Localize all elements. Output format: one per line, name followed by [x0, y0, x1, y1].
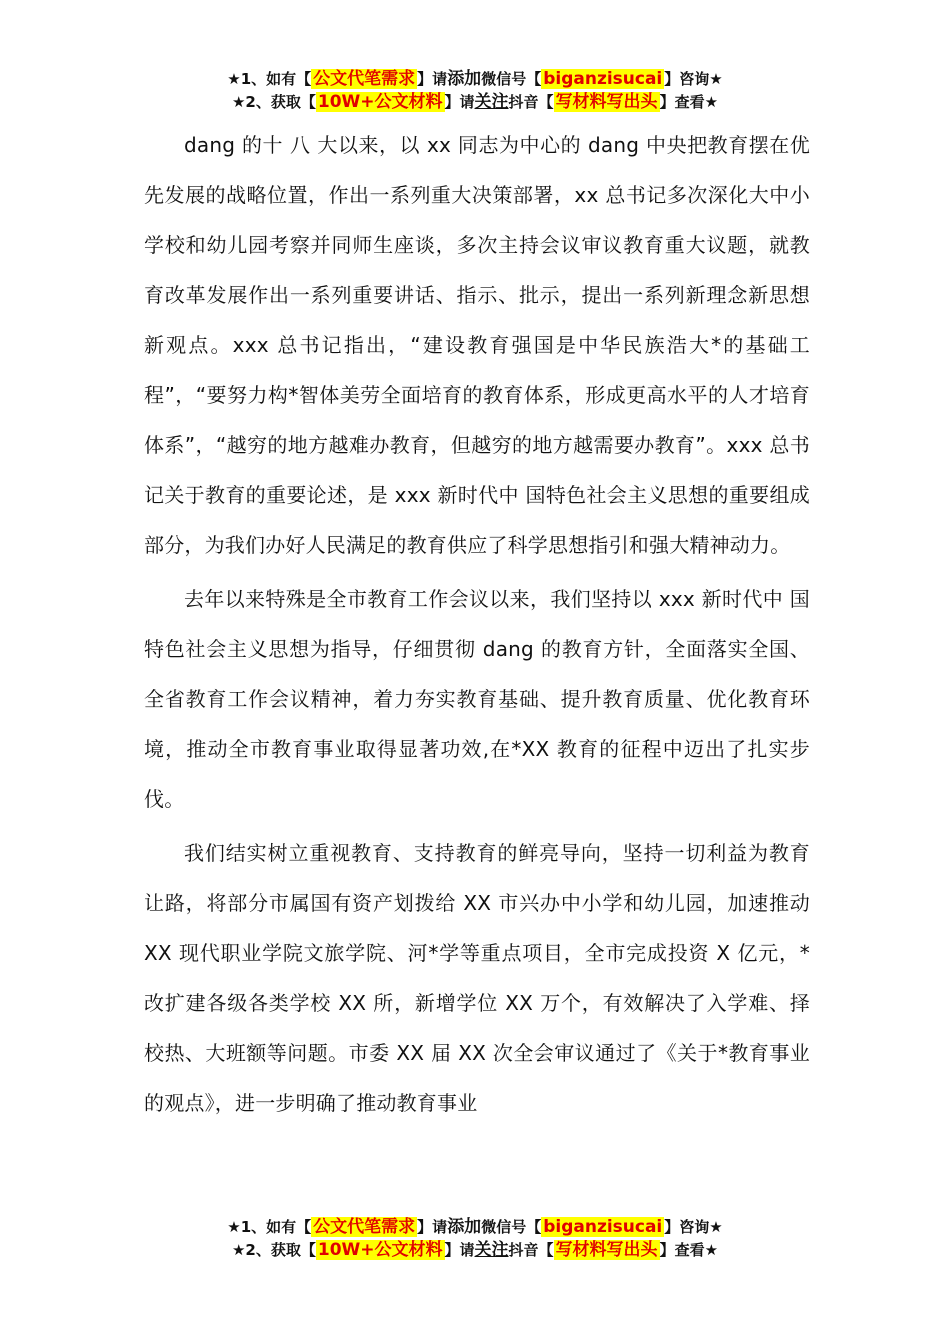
paragraph: 我们结实树立重视教育、支持教育的鲜亮导向，坚持一切利益为教育让路，将部分市属国有资产划拨给 XX 市兴办中小学和幼儿园，加速推动 XX 现代职业学院文旅学院、河*学等重点项目，全市完成投资 X 亿元，*改扩建各级各类学校 XX 所，新增学位 XX 万个，有效解决了入学难、择校热、大班额等问题。市委 XX 届 XX 次全会审议通过了《关于*教育事业的观点》，进一步明确了推动教育事业 — [144, 841, 810, 1115]
banner-text: 】咨询★ — [664, 1218, 723, 1236]
banner-text: 抖音【 — [508, 93, 554, 111]
banner-text: ★2、获取【 — [231, 1241, 316, 1259]
banner-text: 微信号【 — [481, 1218, 542, 1236]
wechat-id-tag: biganzisucai — [543, 69, 663, 89]
banner-line-2 — [0, 91, 950, 114]
banner-text: 】查看★ — [659, 1241, 719, 1259]
header-banner — [0, 68, 950, 114]
banner-text: 】咨询★ — [664, 70, 723, 88]
banner-text: 】请 — [444, 1241, 475, 1259]
footer-banner — [0, 1216, 950, 1262]
banner-emphasis: 添加 — [447, 1217, 482, 1237]
banner-text: 】请 — [417, 1218, 448, 1236]
banner-line-1 — [0, 1216, 950, 1239]
document-body — [144, 120, 810, 1128]
highlight-tag: 10W+公文材料 — [317, 92, 443, 112]
banner-text: ★2、获取【 — [231, 93, 316, 111]
banner-text: 】查看★ — [659, 93, 719, 111]
banner-emphasis: 关注 — [474, 1240, 509, 1260]
banner-text: ★1、如有【 — [227, 70, 312, 88]
paragraph: dang 的十 八 大以来，以 xx 同志为中心的 dang 中央把教育摆在优先发展的战略位置，作出一系列重大决策部署，xx 总书记多次深化大中小学校和幼儿园考察并同师生座谈，多次主持会议审议教育重大议题，就教育改革发展作出一系列重要讲话、指示、批示，提出一系列新理念新思想新观点。xxx 总书记指出，“建设教育强国是中华民族浩大*的基础工程”，“要努力构*智体美劳全面培育的教育体系，形成更高水平的人才培育体系”，“越穷的地方越难办教育，但越穷的地方越需要办教育”。xxx 总书记关于教育的重要论述，是 xxx 新时代中 国特色社会主义思想的重要组成部分，为我们办好人民满足的教育供应了科学思想指引和强大精神动力。 — [144, 133, 810, 557]
wechat-id-tag: biganzisucai — [543, 1217, 663, 1237]
paragraph: 去年以来特殊是全市教育工作会议以来，我们坚持以 xxx 新时代中 国特色社会主义思想为指导，仔细贯彻 dang 的教育方针，全面落实全国、全省教育工作会议精神，着力夯实教育基础、提升教育质量、优化教育环境，推动全市教育事业取得显著功效,在*XX 教育的征程中迈出了扎实步伐。 — [144, 587, 810, 811]
highlight-tag: 公文代笔需求 — [313, 1217, 416, 1237]
banner-text: 抖音【 — [508, 1241, 554, 1259]
banner-line-1 — [0, 68, 950, 91]
banner-text: ★1、如有【 — [227, 1218, 312, 1236]
highlight-tag: 10W+公文材料 — [317, 1240, 443, 1260]
douyin-account-tag: 写材料写出头 — [555, 92, 658, 112]
highlight-tag: 公文代笔需求 — [313, 69, 416, 89]
banner-text: 】请 — [417, 70, 448, 88]
banner-text: 】请 — [444, 93, 475, 111]
banner-text: 微信号【 — [481, 70, 542, 88]
douyin-account-tag: 写材料写出头 — [555, 1240, 658, 1260]
banner-line-2 — [0, 1239, 950, 1262]
banner-emphasis: 关注 — [474, 92, 509, 112]
banner-emphasis: 添加 — [447, 69, 482, 89]
